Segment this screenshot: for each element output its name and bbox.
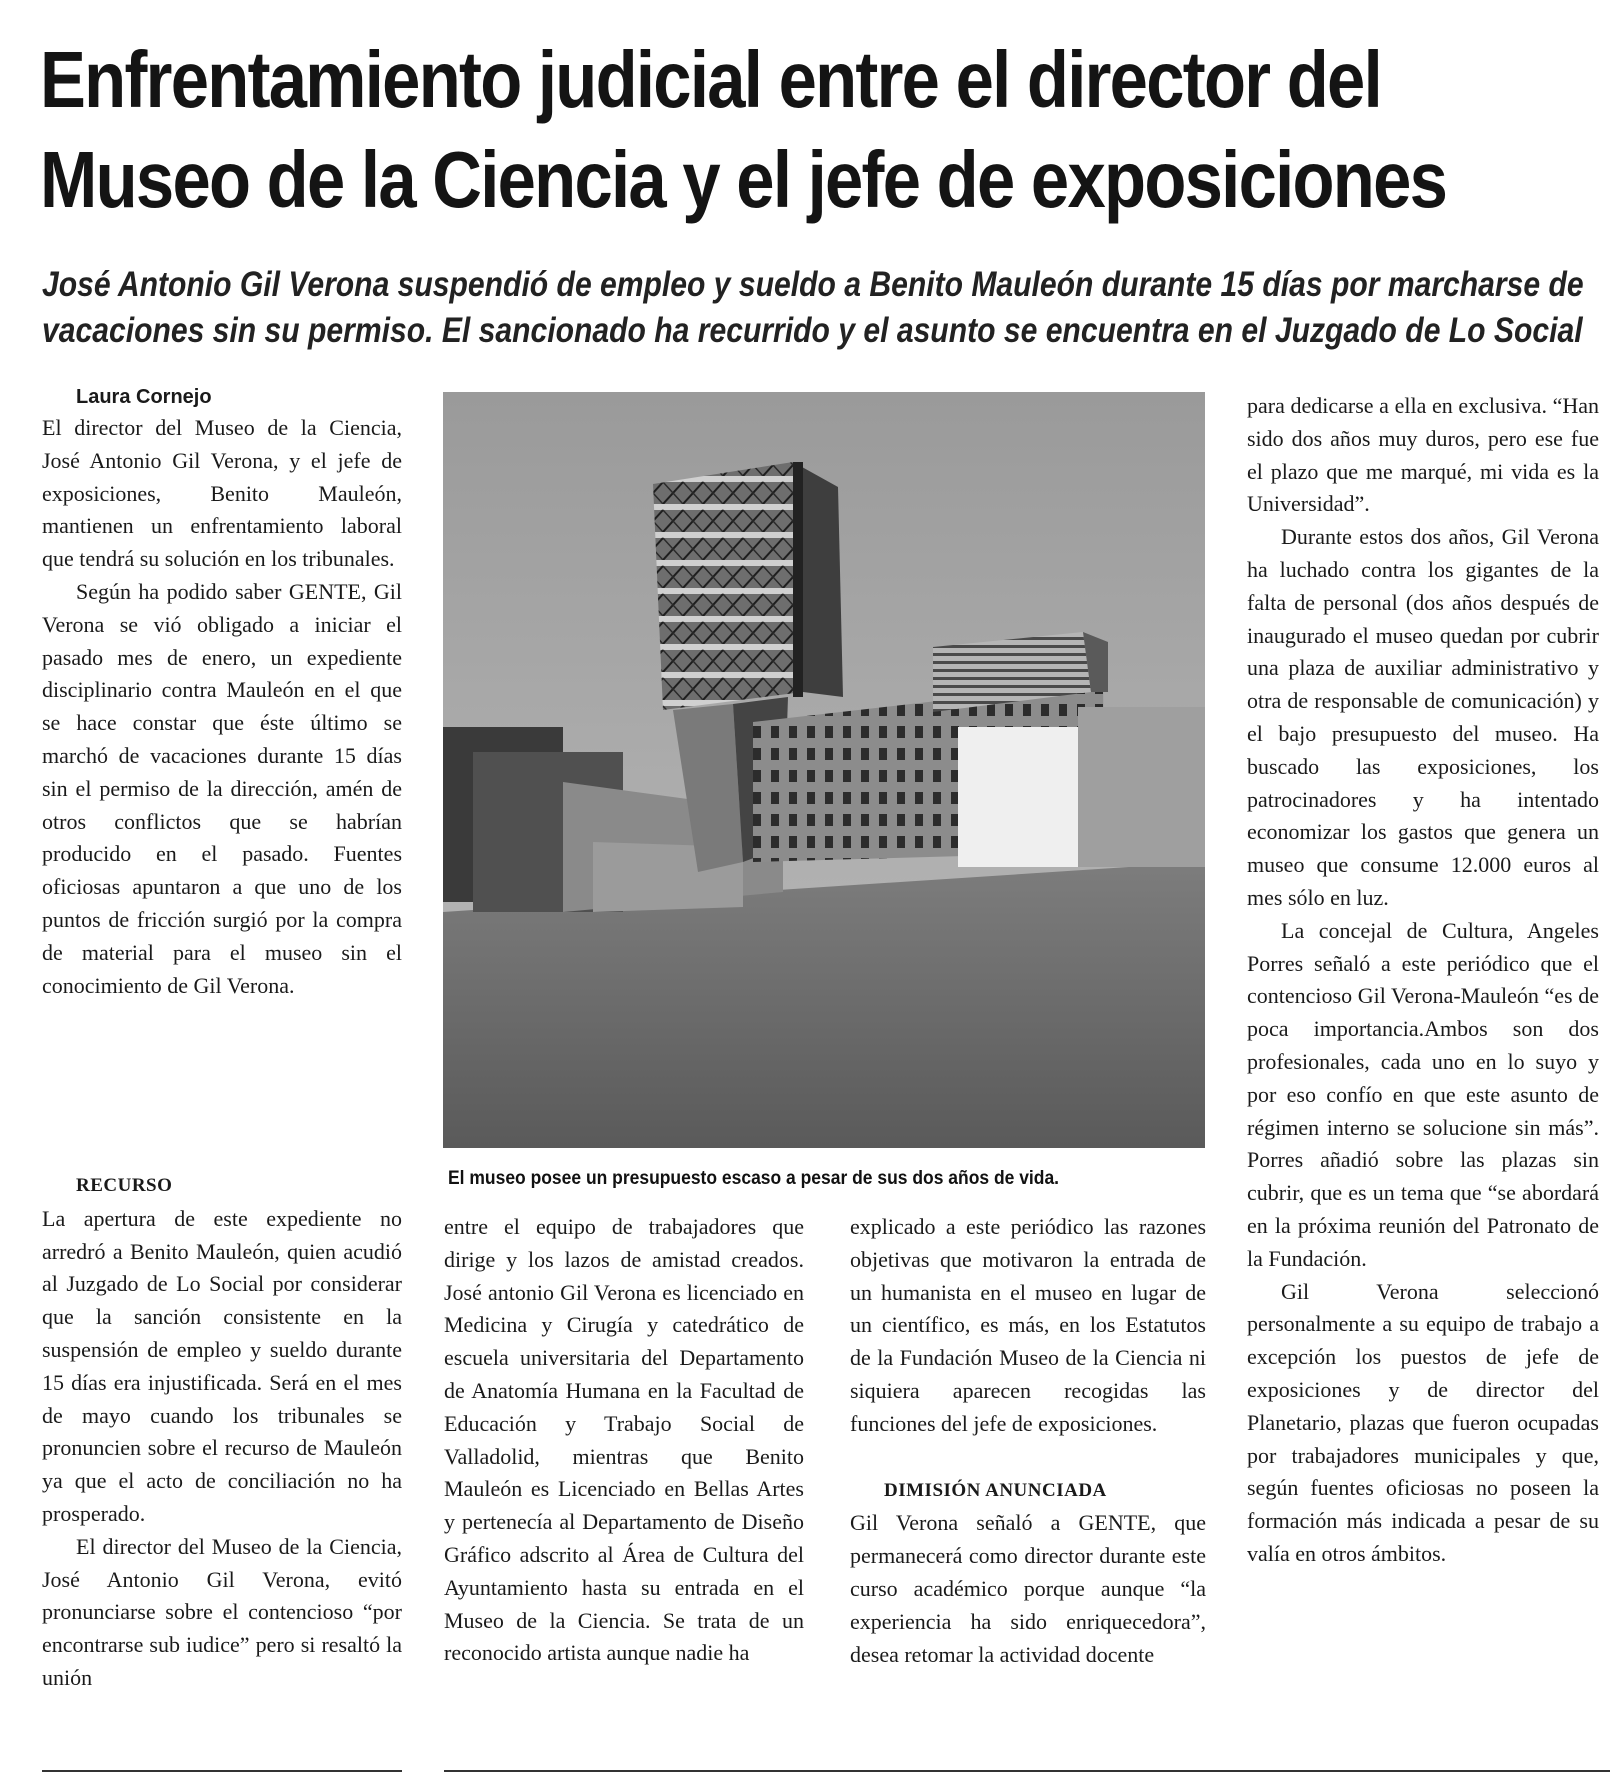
column-1-bottom [42,1170,402,1695]
paragraph: Durante estos dos años, Gil Verona ha luchado contra los gigantes de la falta de personal (dos años después de inaugurado el museo quedan por cubrir una plaza de auxiliar administrativo y otra de responsable de comunicación) y el bajo presupuesto del museo. Ha buscado las exposiciones, los patrocinadores y ha intentado economizar los gastos que genera un museo que consume 12.000 euros al mes sólo en luz. [1247,524,1599,910]
headline-line-2: Museo de la Ciencia y el jefe de exposiciones [40,135,1447,224]
bottom-rule-right [444,1770,1610,1772]
column-3 [850,1211,1206,1671]
headline-line-1: Enfrentamiento judicial entre el director del [40,35,1381,124]
section-heading-dimision: DIMISIÓN ANUNCIADA [884,1479,1107,1501]
paragraph: Gil Verona seleccionó personalmente a su equipo de trabajo a excepción los puestos de jefe de exposiciones y de director del Planetario, plazas que fueron ocupadas por trabajadores municipales y que, según fuentes oficiosas no poseen la formación más indicada a pesar de su valía en otros ámbitos. [1247,1278,1599,1566]
paragraph: La concejal de Cultura, Angeles Porres señaló a este periódico que el contencioso Gil Verona-Mauleón “es de poca importancia.Ambos son dos profesionales, cada uno en lo suyo y por eso confío en que este asunto de régimen interno se solucione sin más”. Porres añadió sobre las plazas sin cubrir, que es un tema que “se abordará en la próxima reunión del Patronato de la Fundación. [1247,917,1599,1271]
paragraph: La apertura de este expediente no arredró a Benito Mauleón, quien acudió al Juzgado de Lo Social por considerar que la sanción consistente en la suspensión de empleo y sueldo durante 15 días era injustificada. Será en el mes de mayo cuando los tribunales se pronuncien sobre el recurso de Mauleón ya que el acto de conciliación no ha prosperado. [42,1205,402,1526]
byline: Laura Cornejo [76,386,212,408]
paragraph: explicado a este periódico las razones objetivas que motivaron la entrada de un humanista en el museo en lugar de un científico, es más, en los Estatutos de la Fundación Museo de la Ciencia ni siquiera aparecen recogidas las funciones del jefe de exposiciones. [850,1214,1206,1436]
bottom-rule-left [42,1770,402,1772]
subheadline [42,262,1584,354]
headline [40,30,1447,230]
section-heading-recurso: RECURSO [76,1175,173,1196]
paragraph: entre el equipo de trabajadores que dirige y los lazos de amistad creados. José antonio Gil Verona es licenciado en Medicina y Cirugía y catedrático de escuela universitaria del Departamento de Anatomía Humana en la Facultad de Educación y Trabajo Social de Valladolid, mientras que Benito Mauleón es Licenciado en Bellas Artes y pertenecía al Departamento de Diseño Gráfico adscrito al Área de Cultura del Ayuntamiento hasta su entrada en el Museo de la Ciencia. Se trata de un reconocido artista aunque nadie ha [444,1214,804,1666]
paragraph: El director del Museo de la Ciencia, José Antonio Gil Verona, evitó pronunciarse sobre el contencioso “por encontrarse sub iudice” pero si resaltó la unión [42,1533,402,1690]
paragraph: Según ha podido saber GENTE, Gil Verona se vió obligado a iniciar el pasado mes de enero, un expediente disciplinario contra Mauleón en el que se hace constar que éste último se marchó de vacaciones durante 15 días sin el permiso de la dirección, amén de otros conflictos que se habrían producido en el pasado. Fuentes oficiosas apuntaron a que uno de los puntos de fricción surgió por la compra de material para el museo sin el conocimiento de Gil Verona. [42,578,402,998]
subheadline-line-2: vacaciones sin su permiso. El sancionado ha recurrido y el asunto se encuentra en el Juzgado de Lo Social [42,311,1583,350]
column-1-top [42,382,402,1002]
paragraph: Gil Verona señaló a GENTE, que permanecerá como director durante este curso académico porque aunque “la experiencia ha sido enriquecedora”, desea retomar la actividad docente [850,1510,1206,1667]
subheadline-line-1: José Antonio Gil Verona suspendió de empleo y sueldo a Benito Mauleón durante 15 días por marcharse de [42,265,1584,304]
paragraph: para dedicarse a ella en exclusiva. “Han sido dos años muy duros, pero ese fue el plazo que me marqué, mi vida es la Universidad”. [1247,393,1599,517]
museum-building-image [443,392,1205,1148]
museum-photo [443,392,1205,1148]
column-4 [1247,390,1599,1571]
paragraph: El director del Museo de la Ciencia, José Antonio Gil Verona, y el jefe de exposiciones, Benito Mauleón, mantienen un enfrentamiento laboral que tendrá su solución en los tribunales. [42,415,402,572]
column-2 [444,1211,804,1670]
photo-caption: El museo posee un presupuesto escaso a pesar de sus dos años de vida. [448,1168,1060,1189]
